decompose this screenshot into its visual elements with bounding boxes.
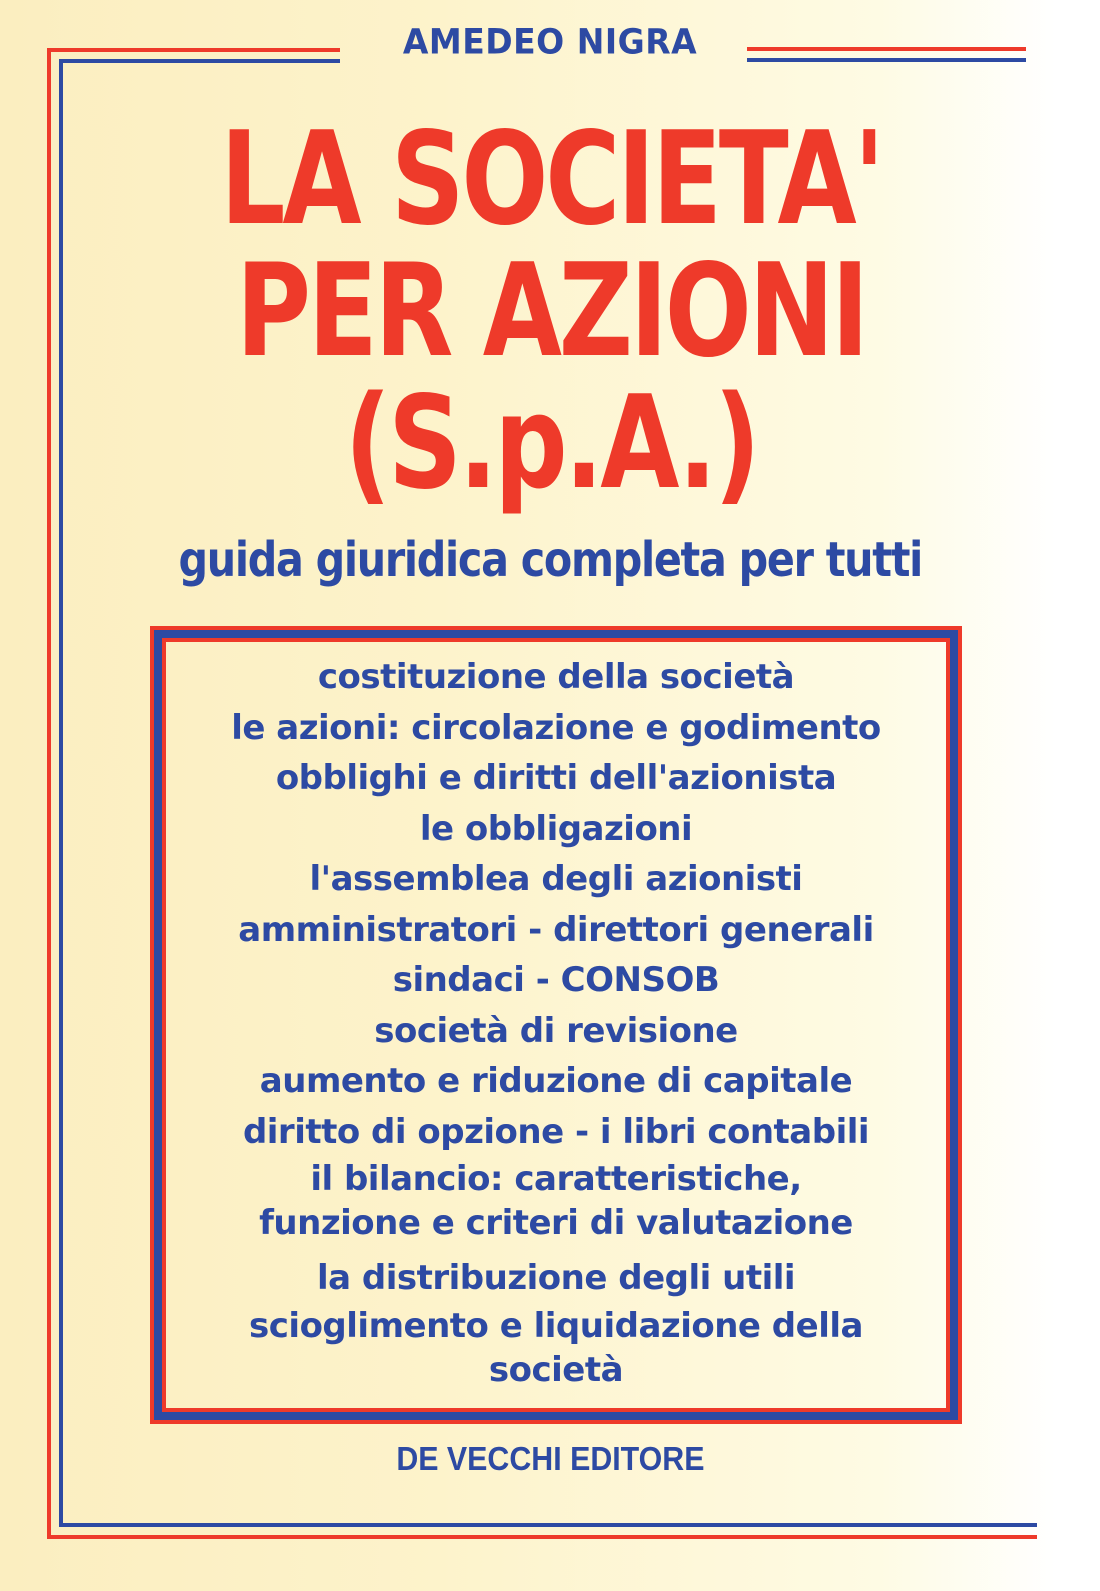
subtitle: guida giuridica completa per tutti xyxy=(178,532,923,588)
topic-item: obblighi e diritti dell'azionista xyxy=(275,758,837,798)
title-line-3: (S.p.A.) xyxy=(344,369,758,518)
topic-item: amministratori - direttori generali xyxy=(238,909,874,950)
topic-item: società di revisione xyxy=(374,1010,738,1051)
author-text: AMEDEO NIGRA xyxy=(402,21,698,62)
author-name xyxy=(0,21,1100,62)
frame-bottom-blue-line xyxy=(59,1523,1037,1527)
title-line-2: PER AZIONI xyxy=(236,237,866,386)
topic-item xyxy=(150,1157,962,1253)
topic-item: la distribuzione degli utili xyxy=(316,1258,796,1298)
topic-item: costituzione della società xyxy=(317,657,795,697)
frame-left-blue-line xyxy=(59,59,63,1526)
title-line-1: LA SOCIETA' xyxy=(220,105,882,254)
topic-line: scioglimento e liquidazione della xyxy=(249,1305,863,1346)
topic-line: il bilancio: caratteristiche, xyxy=(310,1159,802,1199)
topic-line: società xyxy=(488,1349,624,1390)
topic-item: le obbligazioni xyxy=(419,808,693,849)
topic-item: diritto di opzione - i libri contabili xyxy=(242,1111,870,1152)
topic-item: sindaci - CONSOB xyxy=(392,960,720,1000)
topic-item: le azioni: circolazione e godimento xyxy=(231,707,881,748)
topic-line: funzione e criteri di valutazione xyxy=(259,1203,853,1243)
topic-item: aumento e riduzione di capitale xyxy=(259,1061,853,1101)
topics-list xyxy=(150,652,962,1400)
topic-item xyxy=(150,1304,962,1400)
publisher-name: DE VECCHI EDITORE xyxy=(396,1440,705,1477)
frame-left-red-line xyxy=(47,48,51,1538)
frame-bottom-red-line xyxy=(47,1535,1037,1539)
topic-item: l'assemblea degli azionisti xyxy=(309,859,803,899)
